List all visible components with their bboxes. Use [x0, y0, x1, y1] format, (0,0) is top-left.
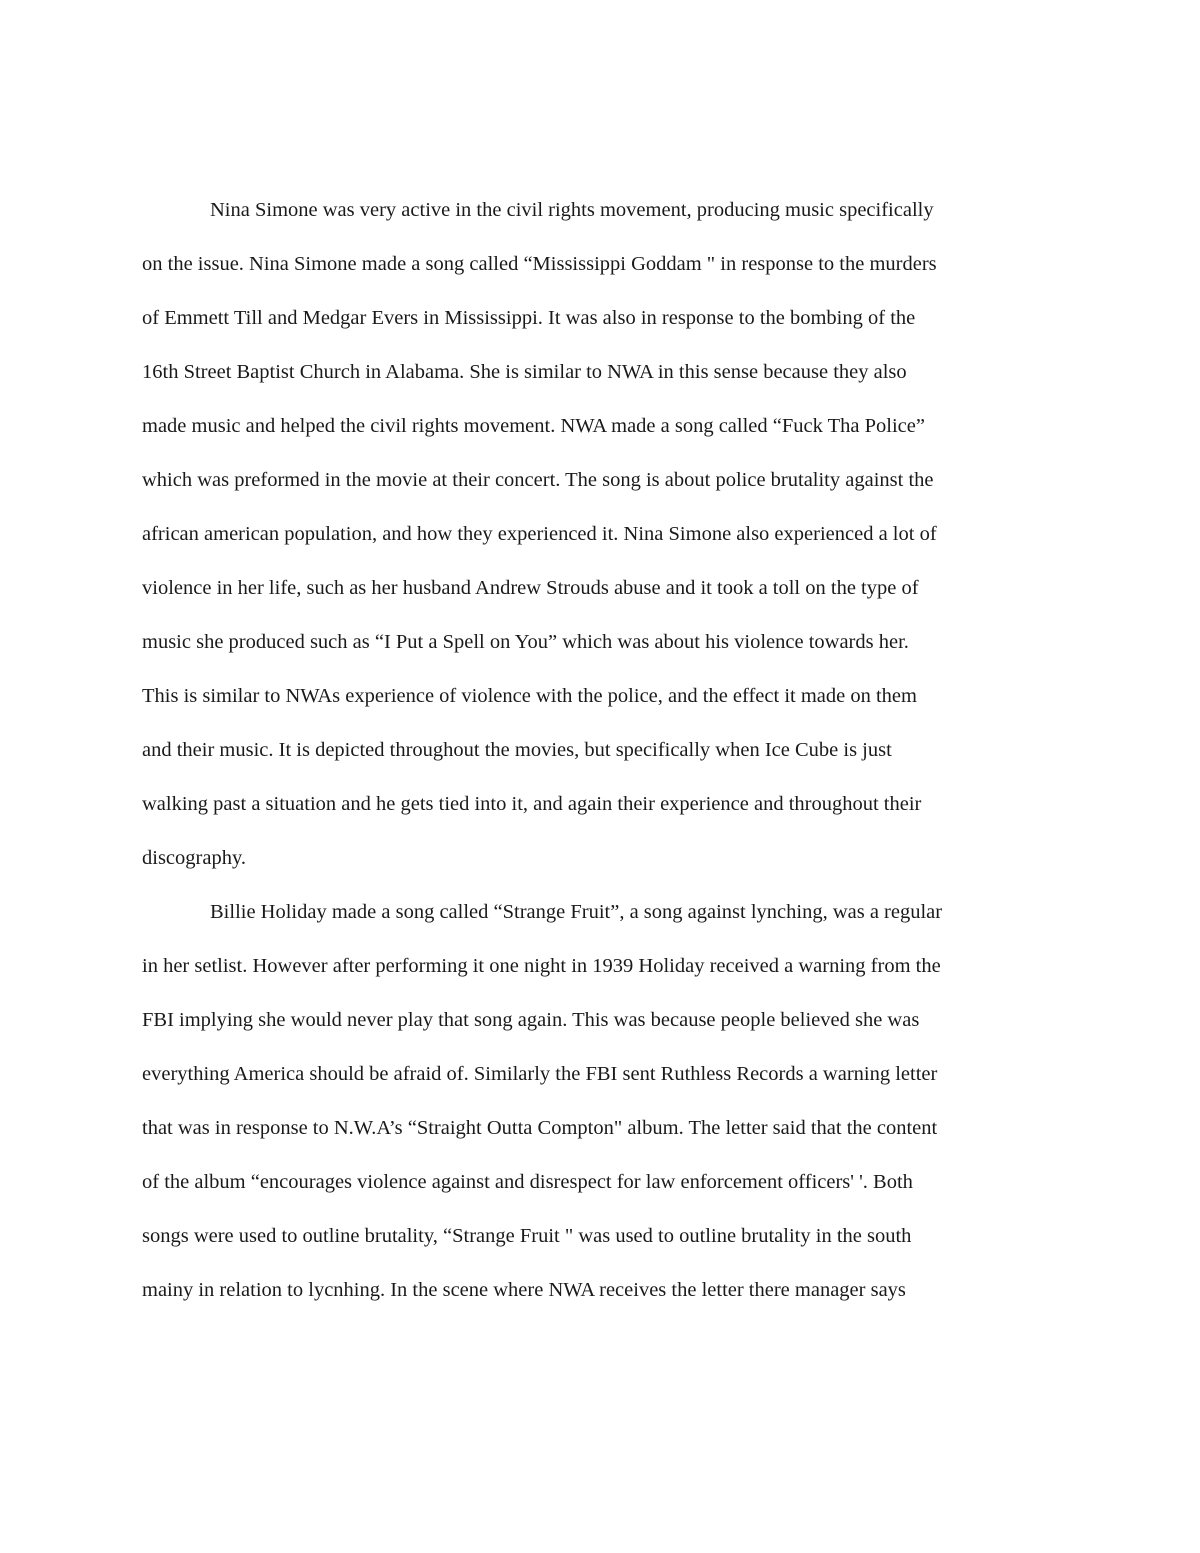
- paragraph-1-line-2: on the issue. Nina Simone made a song called “Mississippi Goddam " in response to the murders: [142, 253, 937, 275]
- paragraph-2-line-6: of the album “encourages violence against and disrespect for law enforcement officers' '. Both: [142, 1171, 913, 1193]
- paragraph-2-line-1: Billie Holiday made a song called “Strange Fruit”, a song against lynching, was a regular: [210, 901, 943, 923]
- paragraph-1-line-1: Nina Simone was very active in the civil rights movement, producing music specifically: [210, 199, 934, 221]
- paragraph-1-line-5: made music and helped the civil rights movement. NWA made a song called “Fuck Tha Police”: [142, 415, 925, 437]
- paragraph-1-line-8: violence in her life, such as her husband Andrew Strouds abuse and it took a toll on the type of: [142, 577, 919, 599]
- paragraph-1-line-7: african american population, and how they experienced it. Nina Simone also experienced a lot of: [142, 523, 937, 545]
- paragraph-2-line-7: songs were used to outline brutality, “Strange Fruit " was used to outline brutality in the south: [142, 1225, 912, 1247]
- paragraph-2-line-3: FBI implying she would never play that song again. This was because people believed she was: [142, 1009, 920, 1031]
- paragraph-2-line-5: that was in response to N.W.A’s “Straight Outta Compton" album. The letter said that the content: [142, 1117, 938, 1139]
- paragraph-1-line-12: walking past a situation and he gets tied into it, and again their experience and throughout their: [142, 793, 922, 815]
- paragraph-1-line-9: music she produced such as “I Put a Spell on You” which was about his violence towards her.: [142, 631, 909, 653]
- paragraph-1-line-3: of Emmett Till and Medgar Evers in Mississippi. It was also in response to the bombing of the: [142, 307, 916, 329]
- paragraph-2-line-8: mainy in relation to lycnhing. In the scene where NWA receives the letter there manager says: [142, 1279, 906, 1301]
- paragraph-1-line-4: 16th Street Baptist Church in Alabama. She is similar to NWA in this sense because they also: [142, 361, 907, 383]
- paragraph-1-line-10: This is similar to NWAs experience of violence with the police, and the effect it made on them: [142, 685, 917, 707]
- paragraph-1-line-11: and their music. It is depicted throughout the movies, but specifically when Ice Cube is just: [142, 739, 892, 761]
- paragraph-1-line-6: which was preformed in the movie at their concert. The song is about police brutality against the: [142, 469, 934, 491]
- paragraph-2-line-4: everything America should be afraid of. Similarly the FBI sent Ruthless Records a warning letter: [142, 1063, 938, 1085]
- paragraph-2-line-2: in her setlist. However after performing it one night in 1939 Holiday received a warning from the: [142, 955, 941, 977]
- paragraph-1-line-13: discography.: [142, 847, 246, 869]
